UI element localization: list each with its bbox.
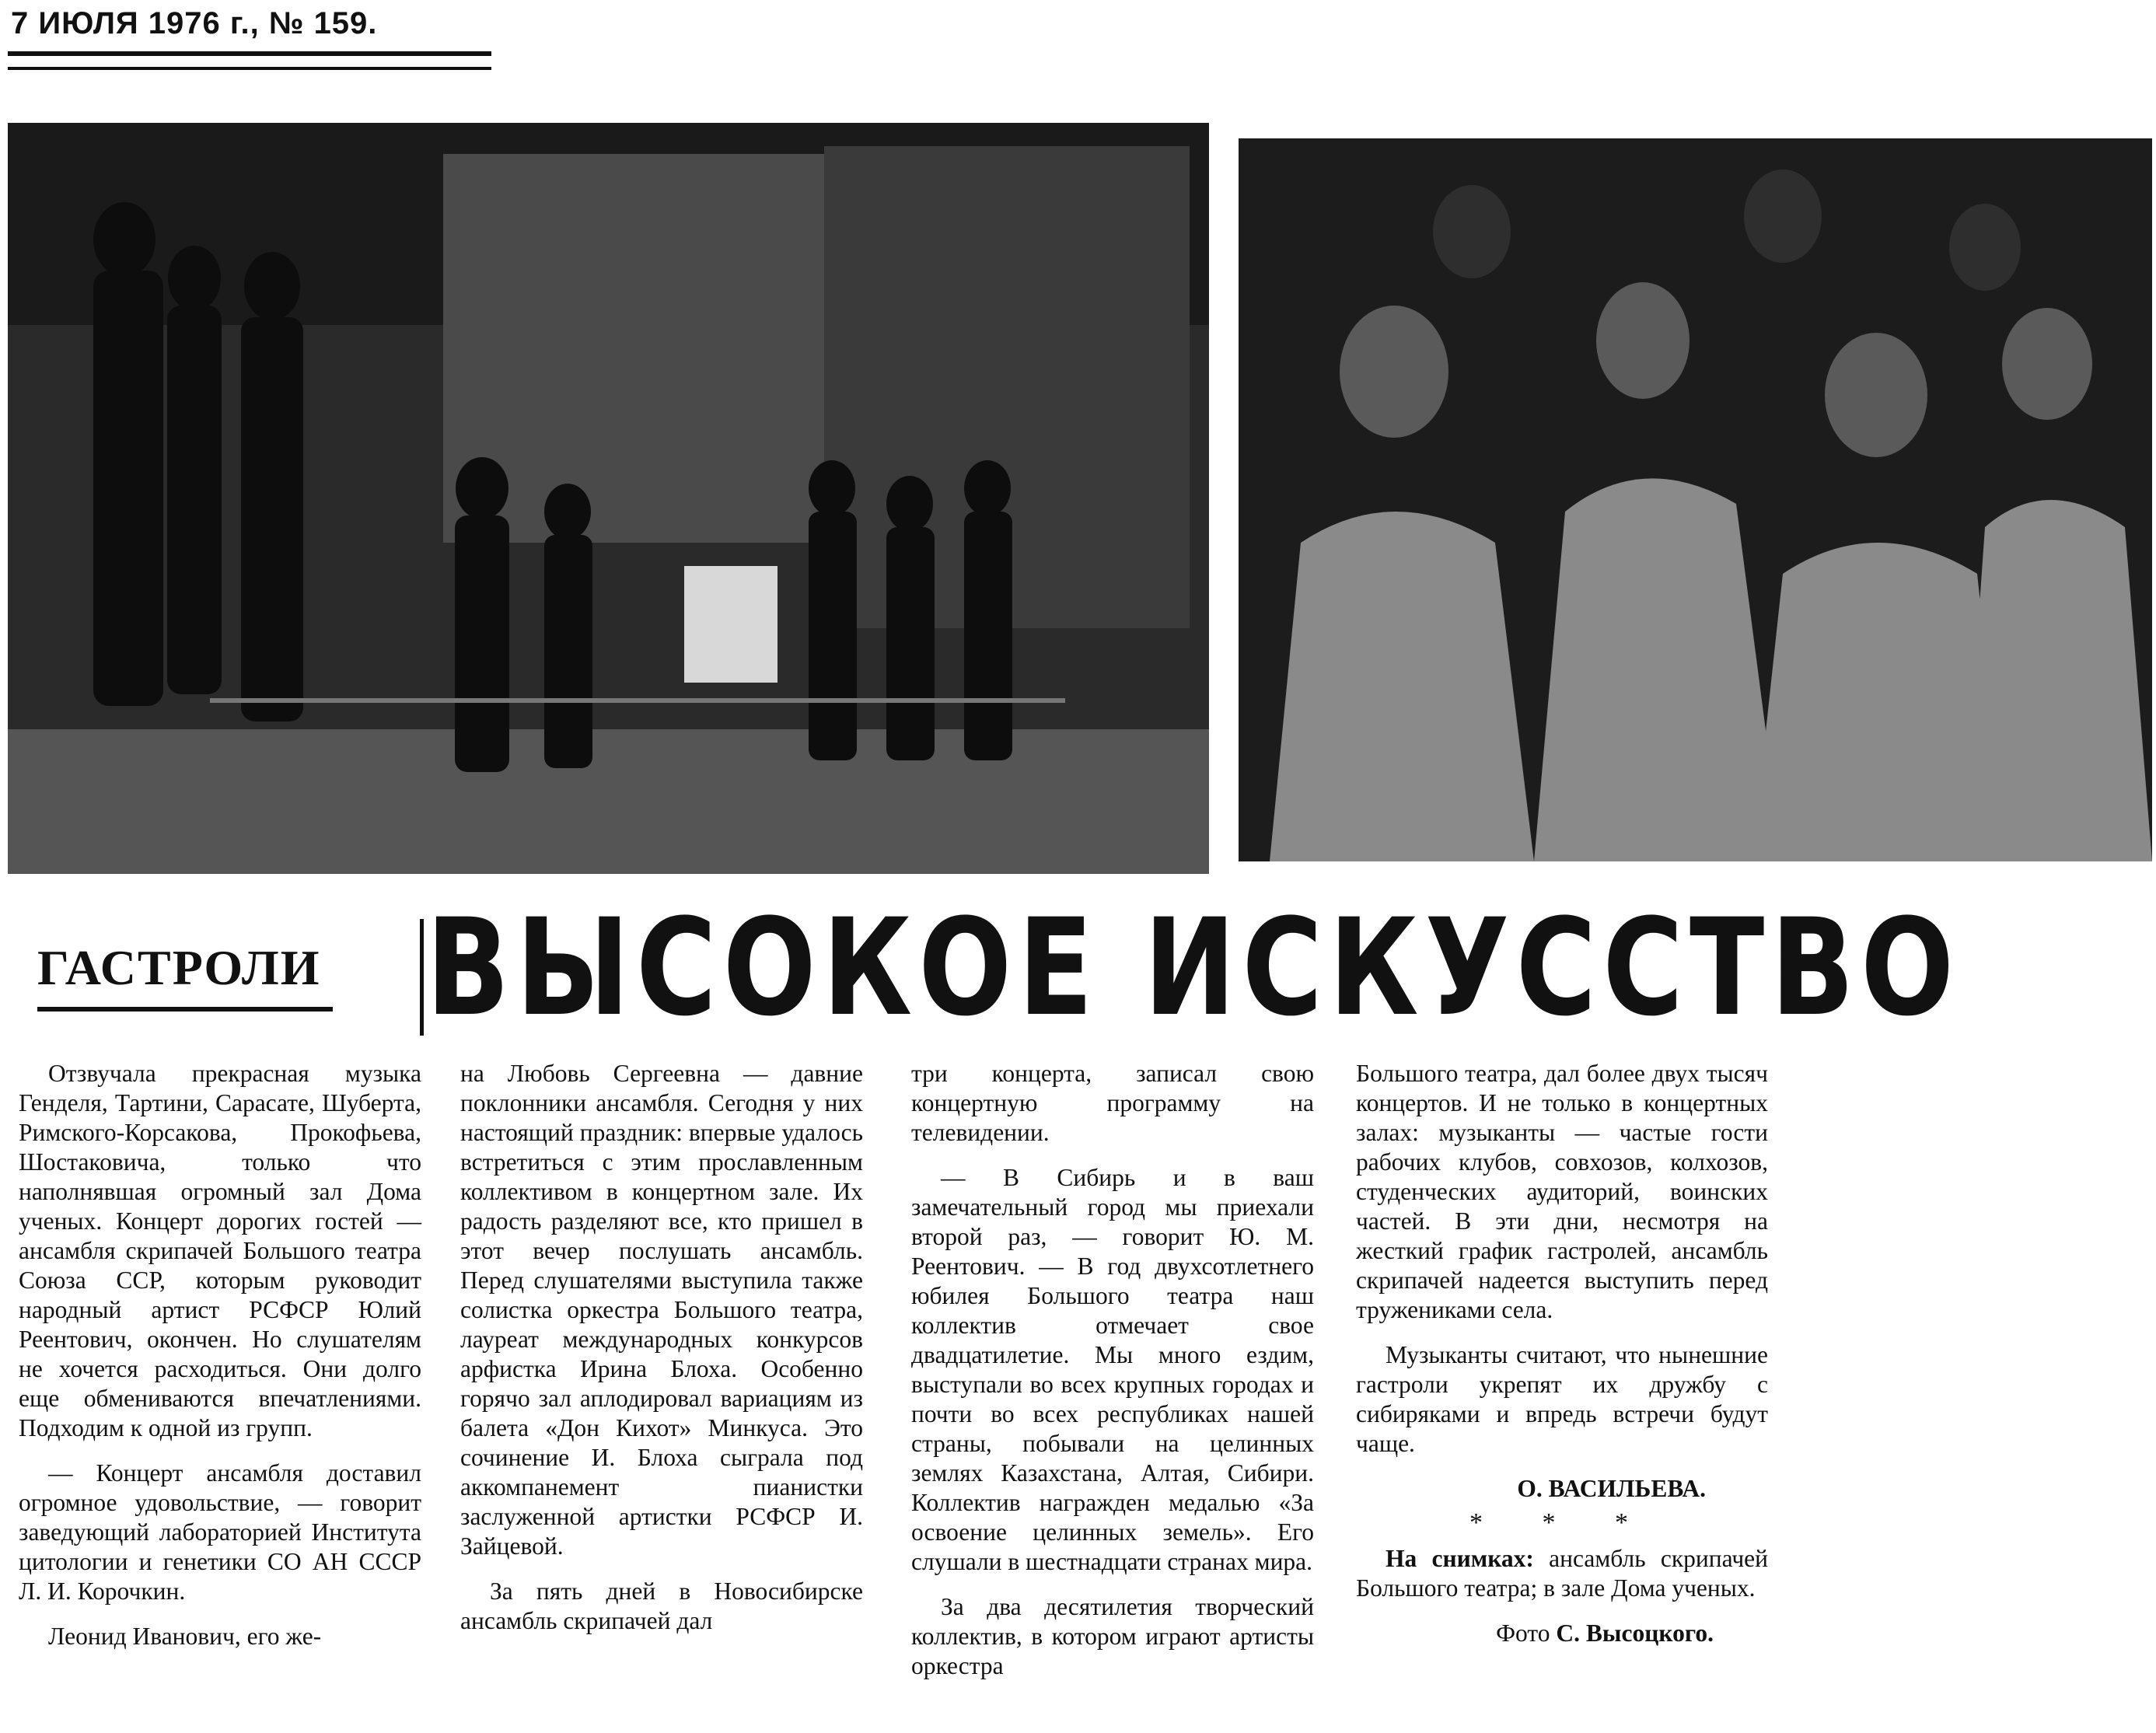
separator-stars: * * * [1469,1508,1655,1537]
article-column-4 [1356,1059,1768,1648]
photo-credit [1356,1619,1768,1648]
paragraph: Музыканты считают, что нынешние гастроли укрепят их дружбу с сибиряками и впредь встречи будут чаще. [1356,1341,1768,1457]
paragraph: За два десятилетия творческий коллектив, в котором играют артисты оркестра [911,1593,1314,1679]
credit-label: Фото [1496,1619,1550,1647]
paragraph: За пять дней в Новосибирске ансамбль скрипачей дал [460,1578,863,1634]
rubric-label: ГАСТРОЛИ [37,940,321,995]
article-column-1 [19,1059,421,1651]
paragraph: Большого театра, дал более двух тысяч концертов. И не только в концертных залах: музыканты — частые гости рабочих клубов, совхозов, колхозов, студенческих аудиторий, воинских частей. В эти дни, несмотря на жесткий график гастролей, ансамбль скрипачей надеется выступить перед тружениками села. [1356,1060,1768,1323]
paragraph: Отзвучала прекрасная музыка Генделя, Тартини, Сарасате, Шуберта, Римского-Корсакова, Прокофьева, Шостаковича, только что наполнявшая огромный зал Дома ученых. Концерт дорогих гостей — ансамбля скрипачей Большого театра Союза ССР, которым руководит народный артист РСФСР Юлий Реентович, окончен. Но слушателям не хочется расходиться. Они долго еще обмениваются впечатлениями. Подходим к одной из групп. [19,1060,421,1441]
paragraph: на Любовь Сергеевна — давние поклонники ансамбля. Сегодня у них настоящий праздник: впервые удалось встретиться с этим прославленным коллективом в концертном зале. Их радость разделяют все, кто пришел в этот вечер послушать ансамбль. Перед слушателями выступила также солистка оркестра Большого театра, лауреат международных конкурсов арфистка Ирина Блоха. Особенно горячо зал аплодировал вариациям из балета «Дон Кихот» Минкуса. Это сочинение И. Блоха сыграла под аккомпанемент пианистки заслуженной артистки РСФСР И. Зайцевой. [460,1060,863,1560]
dateline: 7 ИЮЛЯ 1976 г., № 159. [11,6,378,40]
paragraph: Леонид Иванович, его же- [48,1623,322,1650]
headline: ВЫСОКОЕ ИСКУССТВО [426,889,1961,1046]
caption-text: ансамбль скрипачей Большого театра; в зале Дома ученых. [1356,1545,1768,1602]
audience-photo-graphic [1239,138,2152,861]
paragraph: три концерта, записал свою концертную программу на телевидении. [911,1060,1314,1146]
caption-lead: На снимках: [1386,1545,1534,1572]
article-column-3 [911,1059,1314,1681]
dateline-rule [8,51,491,70]
credit-name: С. Высоцкого. [1556,1619,1714,1647]
photo-violin-ensemble [8,123,1209,874]
rubric-underline [37,1007,333,1011]
headline-bar [420,919,424,1036]
paragraph: — Концерт ансамбля доставил огромное удовольствие, — говорит заведующий лабораторией Института цитологии и генетики СО АН СССР Л. И. Корочкин. [19,1459,421,1605]
stage-photo-graphic [8,123,1209,874]
photo-caption [1356,1544,1768,1603]
author-signature: О. ВАСИЛЬЕВА. [1517,1475,1706,1502]
article-column-2 [460,1059,863,1636]
paragraph: — В Сибирь и в ваш замечательный город мы приехали второй раз, — говорит Ю. М. Реентович. — В год двухсотлетнего юбилея Большого театра наш коллектив отмечает свое двадцатилетие. Мы много ездим, выступали во всех крупных городах и почти во всех республиках нашей страны, побывали на целинных землях Казахстана, Алтая, Сибири. Коллектив награжден медалью «За освоение целинных земель». Его слушали в шестнадцати странах мира. [911,1164,1314,1575]
photo-audience [1239,138,2152,861]
